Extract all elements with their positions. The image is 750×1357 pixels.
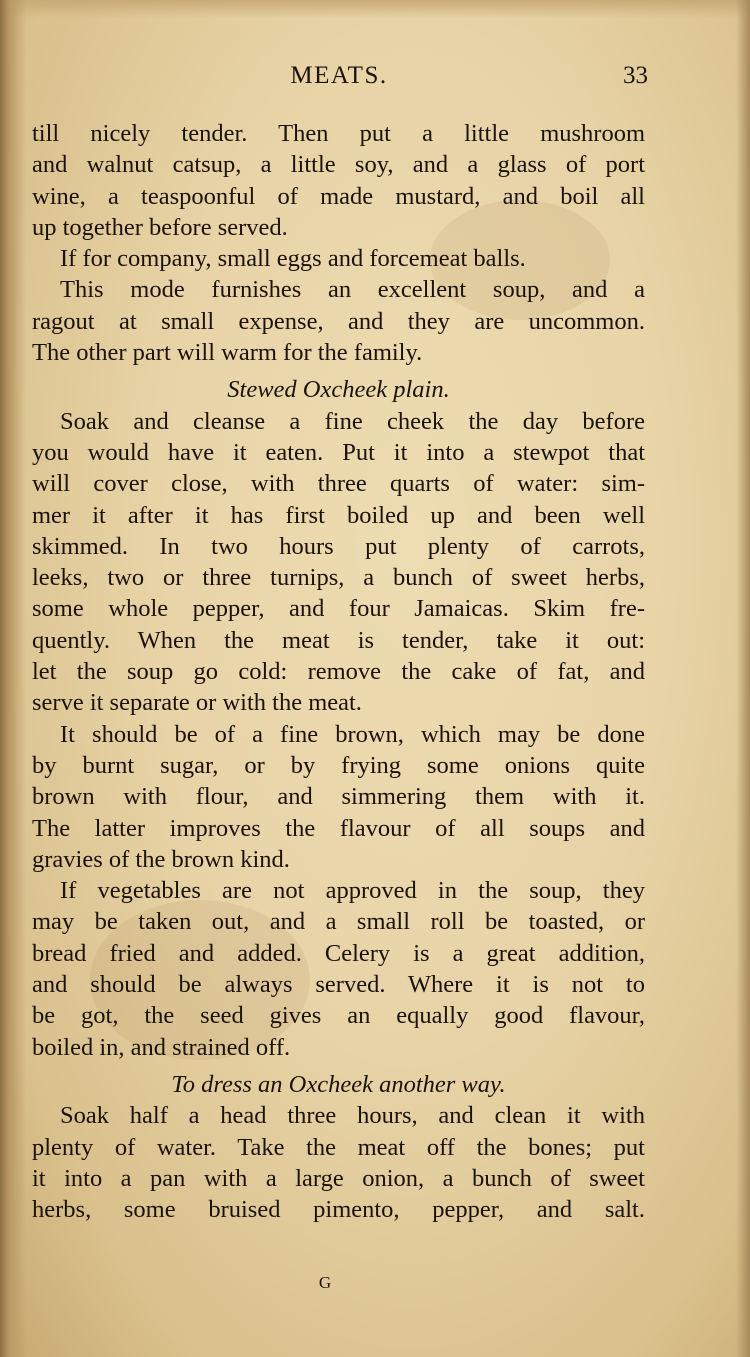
recipe-heading: To dress an Oxcheek another way. [171,1070,506,1098]
text-line: mer it after it has first boiled up and been well [32,501,645,529]
recipe-heading: Stewed Oxcheek plain. [227,376,450,404]
page-edge-top [0,0,750,18]
text-line: gravies of the brown kind. [32,845,290,873]
body-text [32,118,645,1225]
signature-mark: G [318,1273,332,1292]
text-line: herbs, some bruised pimento, pepper, and salt. [32,1196,645,1224]
text-line: Soak half a head three hours, and clean it with [60,1102,645,1130]
text-line: and walnut catsup, a little soy, and a glass of port [32,151,645,179]
text-line: plenty of water. Take the meat off the bones; put [32,1133,645,1161]
text-line: This mode furnishes an excellent soup, and a [60,276,645,304]
text-line: skimmed. In two hours put plenty of carrots, [32,532,645,560]
text-line: be got, the seed gives an equally good flavour, [32,1002,645,1030]
page-number: 33 [623,62,648,89]
text-line: will cover close, with three quarts of water: sim- [32,470,645,498]
text-line: bread fried and added. Celery is a great addition, [32,939,645,967]
text-line: If for company, small eggs and forcemeat balls. [60,245,526,273]
text-line: ragout at small expense, and they are uncommon. [32,307,645,335]
text-line: some whole pepper, and four Jamaicas. Skim fre- [32,595,645,623]
text-line: it into a pan with a large onion, a bunch of sweet [32,1164,645,1192]
text-line: leeks, two or three turnips, a bunch of sweet herbs, [32,564,645,592]
page-edge-right [736,0,750,1357]
text-line: you would have it eaten. Put it into a stewpot that [32,438,645,466]
text-line: serve it separate or with the meat. [32,689,362,717]
page-header [30,62,648,102]
text-line: boiled in, and strained off. [32,1033,291,1061]
text-line: If vegetables are not approved in the soup, they [60,877,645,905]
page-edge-left [0,0,26,1357]
text-line: It should be of a fine brown, which may be done [60,720,645,748]
text-line: up together before served. [32,213,288,241]
text-line: let the soup go cold: remove the cake of fat, and [32,658,645,686]
text-line: wine, a teaspoonful of made mustard, and boil all [32,182,645,210]
text-line: brown with flour, and simmering them with it. [32,783,645,811]
text-line: may be taken out, and a small roll be toasted, or [32,908,645,936]
text-line: Soak and cleanse a fine cheek the day before [60,407,645,435]
text-line: till nicely tender. Then put a little mushroom [32,120,645,147]
text-line: The other part will warm for the family. [32,339,423,367]
text-line: The latter improves the flavour of all soups and [32,814,645,842]
text-line: quently. When the meat is tender, take it out: [32,626,645,654]
text-line: and should be always served. Where it is not to [32,971,645,999]
running-head: MEATS. [290,62,388,89]
text-line: by burnt sugar, or by frying some onions quite [32,751,645,779]
